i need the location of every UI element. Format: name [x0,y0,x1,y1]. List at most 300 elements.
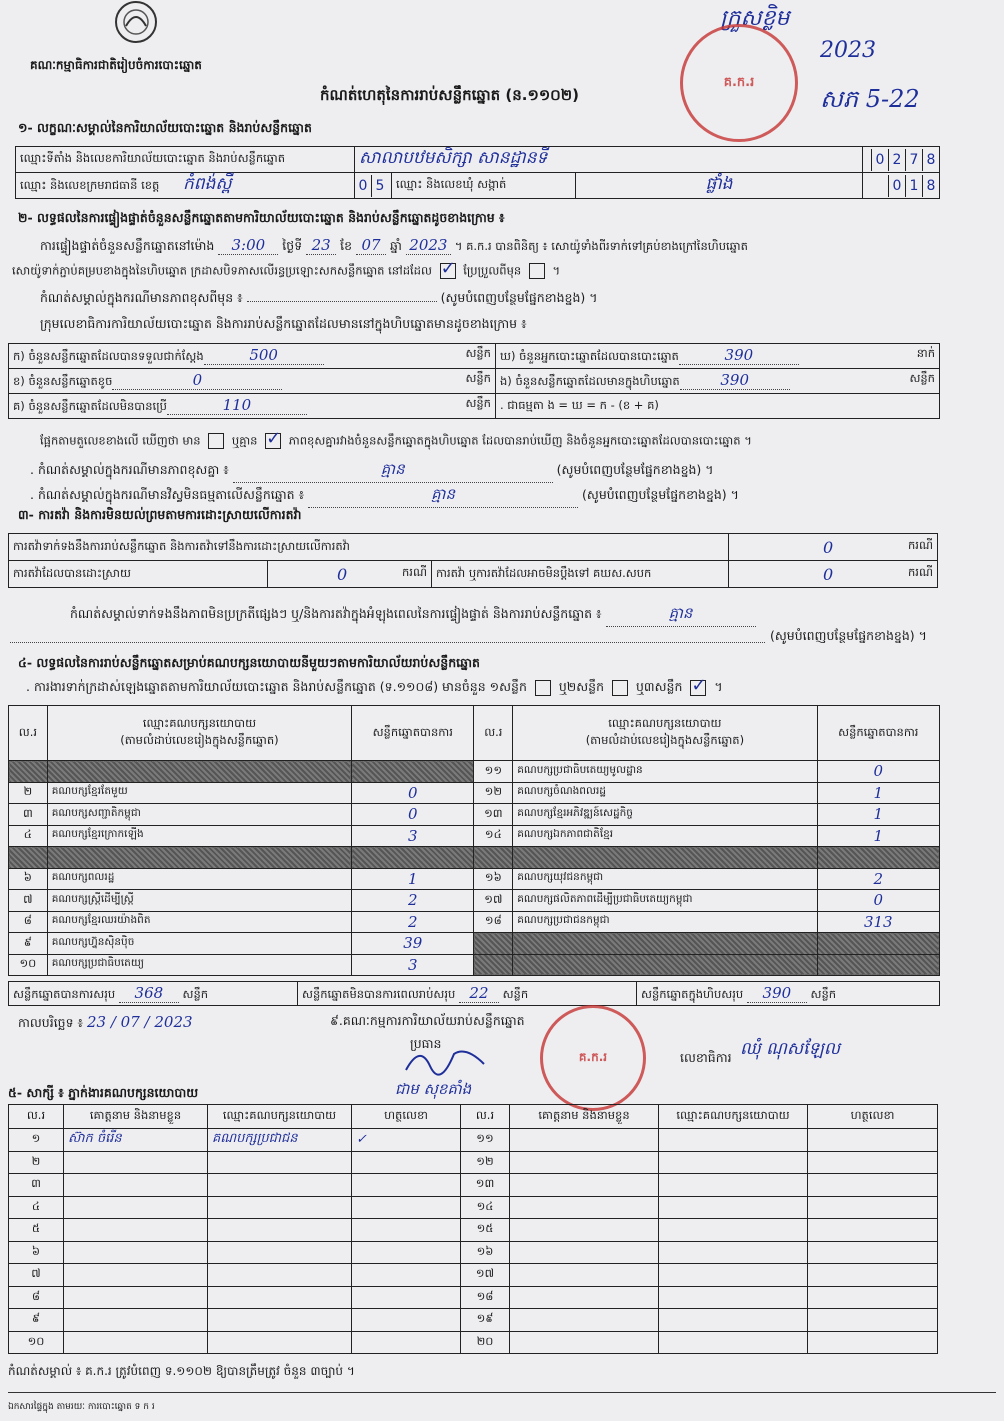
complaint-resolved-value [268,561,432,588]
party-name-left: គណបក្សហ្វ៊ុនស៊ិនប៉ិច [47,933,351,955]
party-name-left: គណបក្សខ្មែរឈរយ៉ាងពិត [47,911,351,933]
witness-name-right[interactable] [510,1129,659,1152]
witness-signature-right[interactable] [808,1264,938,1287]
witness-no-left: ១០ [9,1331,64,1354]
complaint-appeal-unit: ករណី [908,564,933,579]
witness-name-left[interactable] [64,1241,208,1264]
month-label: ខែ [340,238,353,253]
note2-suffix: (សូមបំពេញបន្ថែមផ្នែកខាងខ្នង) ។ [582,487,739,502]
w-col-sign-right: ហត្ថលេខា [808,1105,938,1129]
witness-signature-right[interactable] [808,1129,938,1152]
witness-no-right: ១៥ [461,1219,510,1242]
province-code-digit: 0 [358,177,368,194]
col-votes-left: សន្លឹកឆ្នោតបានការ [352,706,474,761]
tally-sheets-text: . ការងារទាក់ក្រដាស់ឡេងឆ្នោតតាមការិយាល័យបោះឆ្នោត និងរាប់សន្លឹកឆ្នោត (ទ.១១០៨) មានចំនួន ១សន្លឹក [26,679,527,694]
day-value: 23 [306,236,336,255]
witness-party-right[interactable] [659,1331,808,1354]
witness-signature-left[interactable] [352,1241,461,1264]
witness-party-right[interactable] [659,1219,808,1242]
witness-name-right[interactable] [510,1309,659,1332]
location-value [355,147,863,173]
difference-note-suffix: (សូមបំពេញបន្ថែមផ្នែកខាងខ្នង) ។ [440,290,598,305]
count-a-value: 500 [204,346,324,365]
complaint-resolved-number: 0 [337,564,348,584]
section5-heading: ៥- សាក្សី ៖ ភ្នាក់ងារគណបក្សនយោបាយ [8,1085,199,1100]
party-name-left [47,761,351,783]
emblem [108,0,164,44]
party-name-right: គណបក្សឯកភាពជាតិខ្មែរ [513,825,817,847]
results-row [9,847,940,869]
difference-note-line [40,290,597,309]
col-no-right: ល.រ [474,706,513,761]
formula: . ជាធម្មតា ង = ឃ = ក - (ខ + គ) [496,394,940,419]
day-label: ថ្ងៃទី [282,238,303,253]
date-value: 23 / 07 / 2023 [87,1013,193,1031]
w-col-no-left: ល.រ [9,1105,64,1129]
total-box [637,982,940,1006]
party-name-right: គណបក្សចំណងពលរដ្ឋ [513,782,817,804]
witness-signature-left[interactable] [352,1196,461,1219]
location-label: ឈ្មោះទីតាំង និងលេខការិយាល័យបោះឆ្នោត និងរាប់សន្លឹកឆ្នោត [16,147,355,173]
official-stamp-bottom [540,1005,646,1111]
official-stamp-top [680,24,798,142]
witness-party-right[interactable] [659,1196,808,1219]
form-title: កំណត់ហេតុនៃការរាប់សន្លឹកឆ្នោត (ន.១១០២) [320,86,580,104]
witness-name-left[interactable] [64,1196,208,1219]
results-row [9,868,940,890]
witness-no-left: ៣ [9,1174,64,1197]
commune-code-digit: 8 [922,175,939,197]
party-votes-right: 2 [817,868,939,890]
witness-name-left[interactable]: ស៊ាក ចំរើន [64,1129,208,1152]
witness-party-right[interactable] [659,1129,808,1152]
party-no-left: ៧ [9,890,48,912]
date-label: កាលបរិច្ឆេទ ៖ [18,1015,84,1030]
irregularity-label: កំណត់សម្គាល់ទាក់ទងនឹងភាពមិនប្រក្រតីផ្សេងៗ ឬ/និងការតវ៉ាក្នុងអំឡុងពេលនៃការផ្ទៀងផ្ទាត់ និងការរាប់សន្លឹកឆ្នោត ៖ [70,606,602,621]
party-votes-right: 0 [817,761,939,783]
witness-party-left[interactable] [208,1219,352,1242]
witness-no-right: ១៩ [461,1309,510,1332]
stamp-bottom-text: គ.ក.រ [578,1050,608,1064]
party-votes-right [817,954,939,976]
col-party-right [513,706,817,761]
note2-line [30,485,739,508]
count-d [496,344,940,369]
witness-party-right[interactable] [659,1309,808,1332]
party-no-right: ១២ [474,782,513,804]
witness-party-left[interactable] [208,1196,352,1219]
witness-party-right[interactable] [659,1286,808,1309]
province-value: កំពង់ស្ពឺ [182,174,232,194]
committee-label: ៩.គណៈកម្មការការិយាល័យរាប់សន្លឹកឆ្នោត [330,1013,525,1028]
witness-name-right[interactable] [510,1264,659,1287]
witness-signature-left[interactable] [352,1219,461,1242]
note1-suffix: (សូមបំពេញបន្ថែមផ្នែកខាងខ្នង) ។ [556,462,714,477]
w-col-name-left: គោត្តនាម និងនាមខ្លួន [64,1105,208,1129]
party-votes-right: 1 [817,782,939,804]
party-no-left: ៦ [9,868,48,890]
party-name-left [47,847,351,869]
witness-party-left[interactable] [208,1331,352,1354]
party-name-right: គណបក្សខ្មែរអភិវឌ្ឍន៍សេដ្ឋកិច្ច [513,804,817,826]
note1-value: គ្មាន [233,460,553,483]
two-sheets-label: ឬ២សន្លឹក [558,679,605,694]
count-c [9,394,496,419]
results-row [9,911,940,933]
witness-no-right: ១៤ [461,1196,510,1219]
no-discrepancy-checkbox[interactable] [265,433,281,449]
witness-signature-left[interactable] [352,1151,461,1174]
party-votes-right [817,847,939,869]
col-party-left [47,706,351,761]
witness-no-left: ៥ [9,1219,64,1242]
witness-signature-right[interactable] [808,1309,938,1332]
party-votes-right: 1 [817,804,939,826]
seal-status-text: សោយ៉ូទាក់ភ្ជាប់គម្របខាងក្នុងនៃហិបឆ្នោត ក្រដាសបិទភាសលើរន្ធប្រឡោះសកសន្លឹកឆ្នោត នៅដដែល [12,263,432,278]
changed-label: ប្រែប្រួលពីមុន [463,263,522,278]
witness-name-left[interactable] [64,1309,208,1332]
complaint-total-label: ការតវ៉ាទាក់ទងនឹងការរាប់សន្លឹកឆ្នោត និងការតវ៉ាទៅនឹងការដោះស្រាយលើការតវ៉ា [9,534,729,561]
secretary-label: លេខាធិការ [680,1050,732,1065]
counts-intro: ក្រុមលេខាធិការការិយាល័យបោះឆ្នោត និងការរាប់សន្លឹកឆ្នោតដែលមាននៅក្នុងហិបឆ្នោតមានដូចខាងក្រោម ៖ [40,316,527,331]
witness-row [9,1219,938,1242]
witness-row [9,1151,938,1174]
witness-no-left: ២ [9,1151,64,1174]
party-no-left [9,847,48,869]
location-code-digit: 7 [905,149,922,171]
one-sheet-checkbox[interactable] [535,680,551,696]
w-col-party-right: ឈ្មោះគណបក្សនយោបាយ [659,1105,808,1129]
results-row [9,954,940,976]
witness-row [9,1286,938,1309]
count-d-label: ឃ) ចំនួនអ្នកបោះឆ្នោតដែលបានបោះឆ្នោត [500,349,679,363]
party-no-right [474,847,513,869]
witness-signature-left[interactable]: ✓ [352,1129,461,1152]
party-votes-left: 0 [352,782,474,804]
party-votes-left: 2 [352,890,474,912]
witness-name-right[interactable] [510,1331,659,1354]
witness-name-left[interactable] [64,1286,208,1309]
witness-name-right[interactable] [510,1151,659,1174]
total-valid-unit: សន្លឹក [182,986,209,1001]
party-name-left: គណបក្សស្ត្រីដើម្បីស្ត្រី [47,890,351,912]
witness-signature-right[interactable] [808,1196,938,1219]
witness-name-left[interactable] [64,1219,208,1242]
count-a-unit: សន្លឹក [465,346,491,360]
witness-party-left[interactable] [208,1174,352,1197]
party-name-left: គណបក្សប្រជាធិបតេយ្យ [47,954,351,976]
chair-name: ជាម សុខគាំង [395,1080,472,1098]
chair-signature [400,1040,490,1080]
annot-bottom: សភ 5-22 [820,85,920,113]
party-no-left: ៩ [9,933,48,955]
party-votes-left: 0 [352,804,474,826]
witness-no-right: ២០ [461,1331,510,1354]
three-sheets-label: ឬ៣សន្លឹក [636,679,683,694]
verification-desc: ។ គ.ក.រ បានពិនិត្យ ៖ សោយ៉ូទាំងពីរទាក់ទៅគ្រប់ខាងក្រៅនៃហិបឆ្នោត [454,239,748,253]
witness-signature-right[interactable] [808,1151,938,1174]
party-no-right: ១៨ [474,911,513,933]
party-votes-left: 39 [352,933,474,955]
section1-heading: ១- លក្ខណៈសម្គាល់នៃការិយាល័យបោះឆ្នោត និងរាប់សន្លឹកឆ្នោត [18,120,312,135]
witness-row [9,1129,938,1152]
witness-party-left[interactable] [208,1264,352,1287]
col-votes-right: សន្លឹកឆ្នោតបានការ [817,706,939,761]
witness-no-left: ៩ [9,1309,64,1332]
col-party-left-title: ឈ្មោះគណបក្សនយោបាយ [142,716,257,730]
witness-name-right[interactable] [510,1196,659,1219]
count-e [496,369,940,394]
party-name-right [513,847,817,869]
discrepancy-line [40,433,752,451]
witness-party-left[interactable] [208,1286,352,1309]
party-name-right: គណបក្សប្រជាជនកម្ពុជា [513,911,817,933]
witness-no-left: ៦ [9,1241,64,1264]
total-invalid-value: 22 [459,984,499,1003]
count-a-label: ក) ចំនួនសន្លឹកឆ្នោតដែលបានទទួលជាក់ស្តែង [13,349,204,363]
discrepancy-desc: ភាពខុសគ្នារវាងចំនួនសន្លឹកឆ្នោតក្នុងហិបឆ្នោត ដែលបានរាប់ឃើញ និងចំនួនអ្នកបោះឆ្នោតដែលបានបោះឆ្នោត ។ [288,433,752,448]
party-votes-left: 3 [352,825,474,847]
complaint-appeal-label: ការតវ៉ា ឬការតវ៉ាដែលអាចមិនប្តឹងទៅ គឃស.សបក [432,561,729,588]
count-c-value: 110 [167,396,307,415]
party-no-left [9,761,48,783]
witness-signature-left[interactable] [352,1309,461,1332]
party-no-left: ២ [9,782,48,804]
witness-party-right[interactable] [659,1174,808,1197]
difference-note-blank [247,301,437,302]
witness-no-right: ១៧ [461,1264,510,1287]
witness-name-right[interactable] [510,1219,659,1242]
witness-party-right[interactable] [659,1264,808,1287]
witness-table [8,1104,938,1354]
party-votes-left: 3 [352,954,474,976]
location-code-digit: 8 [922,149,939,171]
witness-signature-left[interactable] [352,1264,461,1287]
location-value-text: សាលាបឋមសិក្សា សានដ្ឋានទី [359,148,548,168]
note1-line [30,460,714,483]
date-line [18,1013,193,1034]
commune-code-digit: 0 [888,175,905,197]
witness-party-left[interactable] [208,1241,352,1264]
witness-row [9,1174,938,1197]
results-table [8,705,940,976]
commune-value [576,173,863,199]
party-no-left: ១០ [9,954,48,976]
witness-party-left[interactable] [208,1151,352,1174]
witness-name-right[interactable] [510,1286,659,1309]
month-value: 07 [356,236,386,255]
total-invalid [298,982,637,1006]
province-code [355,173,392,199]
witness-no-left: ៤ [9,1196,64,1219]
verification-line1 [40,236,748,257]
witness-no-right: ១៣ [461,1174,510,1197]
note1-label: . កំណត់សម្គាល់ក្នុងករណីមានភាពខុសគ្នា ៖ [30,462,229,477]
witness-party-right[interactable] [659,1151,808,1174]
count-e-label: ង) ចំនួនសន្លឹកឆ្នោតដែលមានក្នុងហិបឆ្នោត [500,374,680,388]
three-sheets-checkbox[interactable] [690,680,706,696]
col-no-left: ល.រ [9,706,48,761]
footer-rule [8,1392,996,1393]
party-no-right [474,954,513,976]
witness-party-left[interactable]: គណបក្សប្រជាជន [208,1129,352,1152]
witness-no-right: ១៦ [461,1241,510,1264]
witness-row [9,1331,938,1354]
complaints-table [8,533,938,588]
has-discrepancy-checkbox[interactable] [208,433,224,449]
count-b-label: ខ) ចំនួនសន្លឹកឆ្នោតខូច [13,374,113,388]
party-no-right [474,933,513,955]
col-party-right-title: ឈ្មោះគណបក្សនយោបាយ [608,716,722,730]
witness-signature-right[interactable] [808,1174,938,1197]
party-no-right: ១៣ [474,804,513,826]
count-d-unit: នាក់ [916,346,935,360]
counts-table [8,343,940,419]
complaint-resolved-unit: ករណី [402,564,427,579]
witness-row [9,1241,938,1264]
total-invalid-label: សន្លឹកឆ្នោតមិនបានការពេលរាប់សរុប [302,986,456,1001]
location-code [863,147,940,173]
party-name-left: គណបក្សខ្មែរក្រោកឡើង [47,825,351,847]
party-no-right: ១៤ [474,825,513,847]
party-name-right [513,933,817,955]
party-no-right: ១៧ [474,890,513,912]
two-sheets-checkbox[interactable] [612,680,628,696]
witness-signature-left[interactable] [352,1286,461,1309]
province-label-text: ឈ្មោះ និងលេខក្រមរាជធានី ខេត្ត [20,178,160,192]
witness-no-right: ១៨ [461,1286,510,1309]
w-col-name-right: គោត្តនាម និងនាមខ្លួន [510,1105,659,1129]
note2-label: . កំណត់សម្គាល់ក្នុងករណីមានវិស្វមិនធម្មតាលើសន្លឹកឆ្នោត ៖ [30,487,305,502]
party-votes-left [352,847,474,869]
witness-name-right[interactable] [510,1174,659,1197]
complaint-appeal-value [729,561,938,588]
results-row [9,761,940,783]
difference-note-label: កំណត់សម្គាល់ក្នុងករណីមានភាពខុសពីមុន ៖ [40,290,243,305]
complaint-total-number: 0 [823,537,834,557]
witness-row [9,1309,938,1332]
witness-no-right: ១២ [461,1151,510,1174]
witness-signature-right[interactable] [808,1241,938,1264]
party-votes-left: 1 [352,868,474,890]
party-no-left: ៨ [9,911,48,933]
witness-signature-left[interactable] [352,1331,461,1354]
section1-table [15,146,940,199]
witness-no-left: ៧ [9,1264,64,1287]
complaint-total-value [729,534,938,561]
party-name-left: គណបក្សខ្មែរតែមួយ [47,782,351,804]
results-row [9,782,940,804]
witness-signature-right[interactable] [808,1331,938,1354]
col-party-left-sub: (តាមលំដាប់លេខរៀងក្នុងសន្លឹកឆ្នោត) [120,733,279,747]
total-valid [9,982,298,1006]
witness-name-right[interactable] [510,1241,659,1264]
irregularity-blank [10,632,765,643]
party-votes-left: 2 [352,911,474,933]
witness-name-left[interactable] [64,1264,208,1287]
party-no-left: ៣ [9,804,48,826]
witness-signature-right[interactable] [808,1219,938,1242]
witness-name-left[interactable] [64,1151,208,1174]
w-col-sign-left: ហត្ថលេខា [352,1105,461,1129]
stamp-top-text: គ.ក.រ [723,74,755,90]
complaint-appeal-number: 0 [823,564,834,584]
witness-row [9,1196,938,1219]
annot-year: 2023 [820,38,876,63]
commune-code-digit: 1 [905,175,922,197]
unchanged-checkbox[interactable] [440,263,456,279]
party-name-left: គណបក្សសញ្ជាតិកម្ពុជា [47,804,351,826]
chair-label: ប្រធាន [410,1036,442,1051]
commune-label: ឈ្មោះ និងលេខឃុំ សង្កាត់ [392,173,576,199]
commune-value-text: ផ្លាំង [705,174,733,194]
party-name-right: គណបក្សយុវជនកម្ពុជា [513,868,817,890]
party-votes-right: 313 [817,911,939,933]
count-d-value: 390 [679,346,799,365]
section2-heading: ២- លទ្ធផលនៃការផ្ទៀងផ្ទាត់ចំនួនសន្លឹកឆ្នោតតាមការិយាល័យបោះឆ្នោត និងរាប់សន្លឹកឆ្នោតដូចខាងក្រោម ៖ [18,210,505,225]
province-code-digit: 5 [371,175,388,197]
time-label: ការផ្ទៀងផ្ទាត់ចំនួនសន្លឹកឆ្នោតនៅម៉ោង [40,238,215,253]
party-no-right: ១៦ [474,868,513,890]
tally-sheets-line: . ការងារទាក់ក្រដាស់ឡេងឆ្នោតតាមការិយាល័យបោះឆ្នោត និងរាប់សន្លឹកឆ្នោត (ទ.១១០៨) មានចំនួន ១សន្លឹក ឬ២សន្លឹក ឬ៣សន្លឹក ✓ ។ [26,679,723,698]
secretary-name: ឈុំ ណុសឡែល [740,1039,841,1059]
irregularity-note [70,604,756,627]
count-b [9,369,496,394]
party-name-right: គណបក្សផលិតភាពដើម្បីប្រជាធិបតេយ្យកម្ពុជា [513,890,817,912]
location-code-digit: 0 [871,149,888,171]
count-e-unit: សន្លឹក [909,371,935,385]
party-votes-right [817,933,939,955]
note2-value: គ្មាន [308,485,578,508]
count-a [9,344,496,369]
total-box-value: 390 [747,984,807,1003]
year-value: 2023 [406,236,451,255]
witness-name-left[interactable] [64,1331,208,1354]
totals-table [8,981,940,1006]
party-name-right: គណបក្សប្រជាធិបតេយ្យមូលដ្ឋាន [513,761,817,783]
total-valid-value: 368 [119,984,179,1003]
w-col-party-left: ឈ្មោះគណបក្សនយោបាយ [208,1105,352,1129]
irregularity-suffix: (សូមបំពេញបន្ថែមផ្នែកខាងខ្នង) ។ [770,628,927,643]
results-row [9,804,940,826]
witness-row [9,1264,938,1287]
witness-signature-left[interactable] [352,1174,461,1197]
count-c-label: គ) ចំនួនសន្លឹកឆ្នោតដែលមិនបានប្រើ [13,399,167,413]
party-name-right [513,954,817,976]
province-label [16,173,355,199]
w-col-no-right: ល.រ [461,1105,510,1129]
total-invalid-unit: សន្លឹក [502,986,529,1001]
col-party-right-sub: (តាមលំដាប់លេខរៀងក្នុងសន្លឹកឆ្នោត) [585,733,745,747]
annot-line1: ក្រួសខ្លិម [720,6,790,31]
results-row [9,933,940,955]
count-b-value: 0 [112,371,282,390]
witness-name-left[interactable] [64,1174,208,1197]
section3-heading: ៣- ការតវ៉ា និងការមិនយល់ព្រមតាមការដោះស្រាយលើការតវ៉ា [18,507,302,522]
witness-party-left[interactable] [208,1309,352,1332]
discrepancy-none-label: ឬគ្មាន [231,433,258,448]
party-no-right: ១១ [474,761,513,783]
party-votes-left [352,761,474,783]
count-e-value: 390 [680,371,790,390]
witness-party-right[interactable] [659,1241,808,1264]
party-no-left: ៤ [9,825,48,847]
verification-line2: សោយ៉ូទាក់ភ្ជាប់គម្របខាងក្នុងនៃហិបឆ្នោត ក្រដាសបិទភាសលើរន្ធប្រឡោះសកសន្លឹកឆ្នោត នៅដដែល ✓ ប្រែប្រួលពីមុន ។ [12,263,560,281]
changed-checkbox[interactable] [529,263,545,279]
commune-code [863,173,940,199]
witness-signature-right[interactable] [808,1286,938,1309]
footer-note: កំណត់សម្គាល់ ៖ គ.ក.រ ត្រូវបំពេញ ទ.១១០២ ឱ្យបានត្រឹមត្រូវ ចំនួន ៣ច្បាប់ ។ [8,1364,355,1378]
